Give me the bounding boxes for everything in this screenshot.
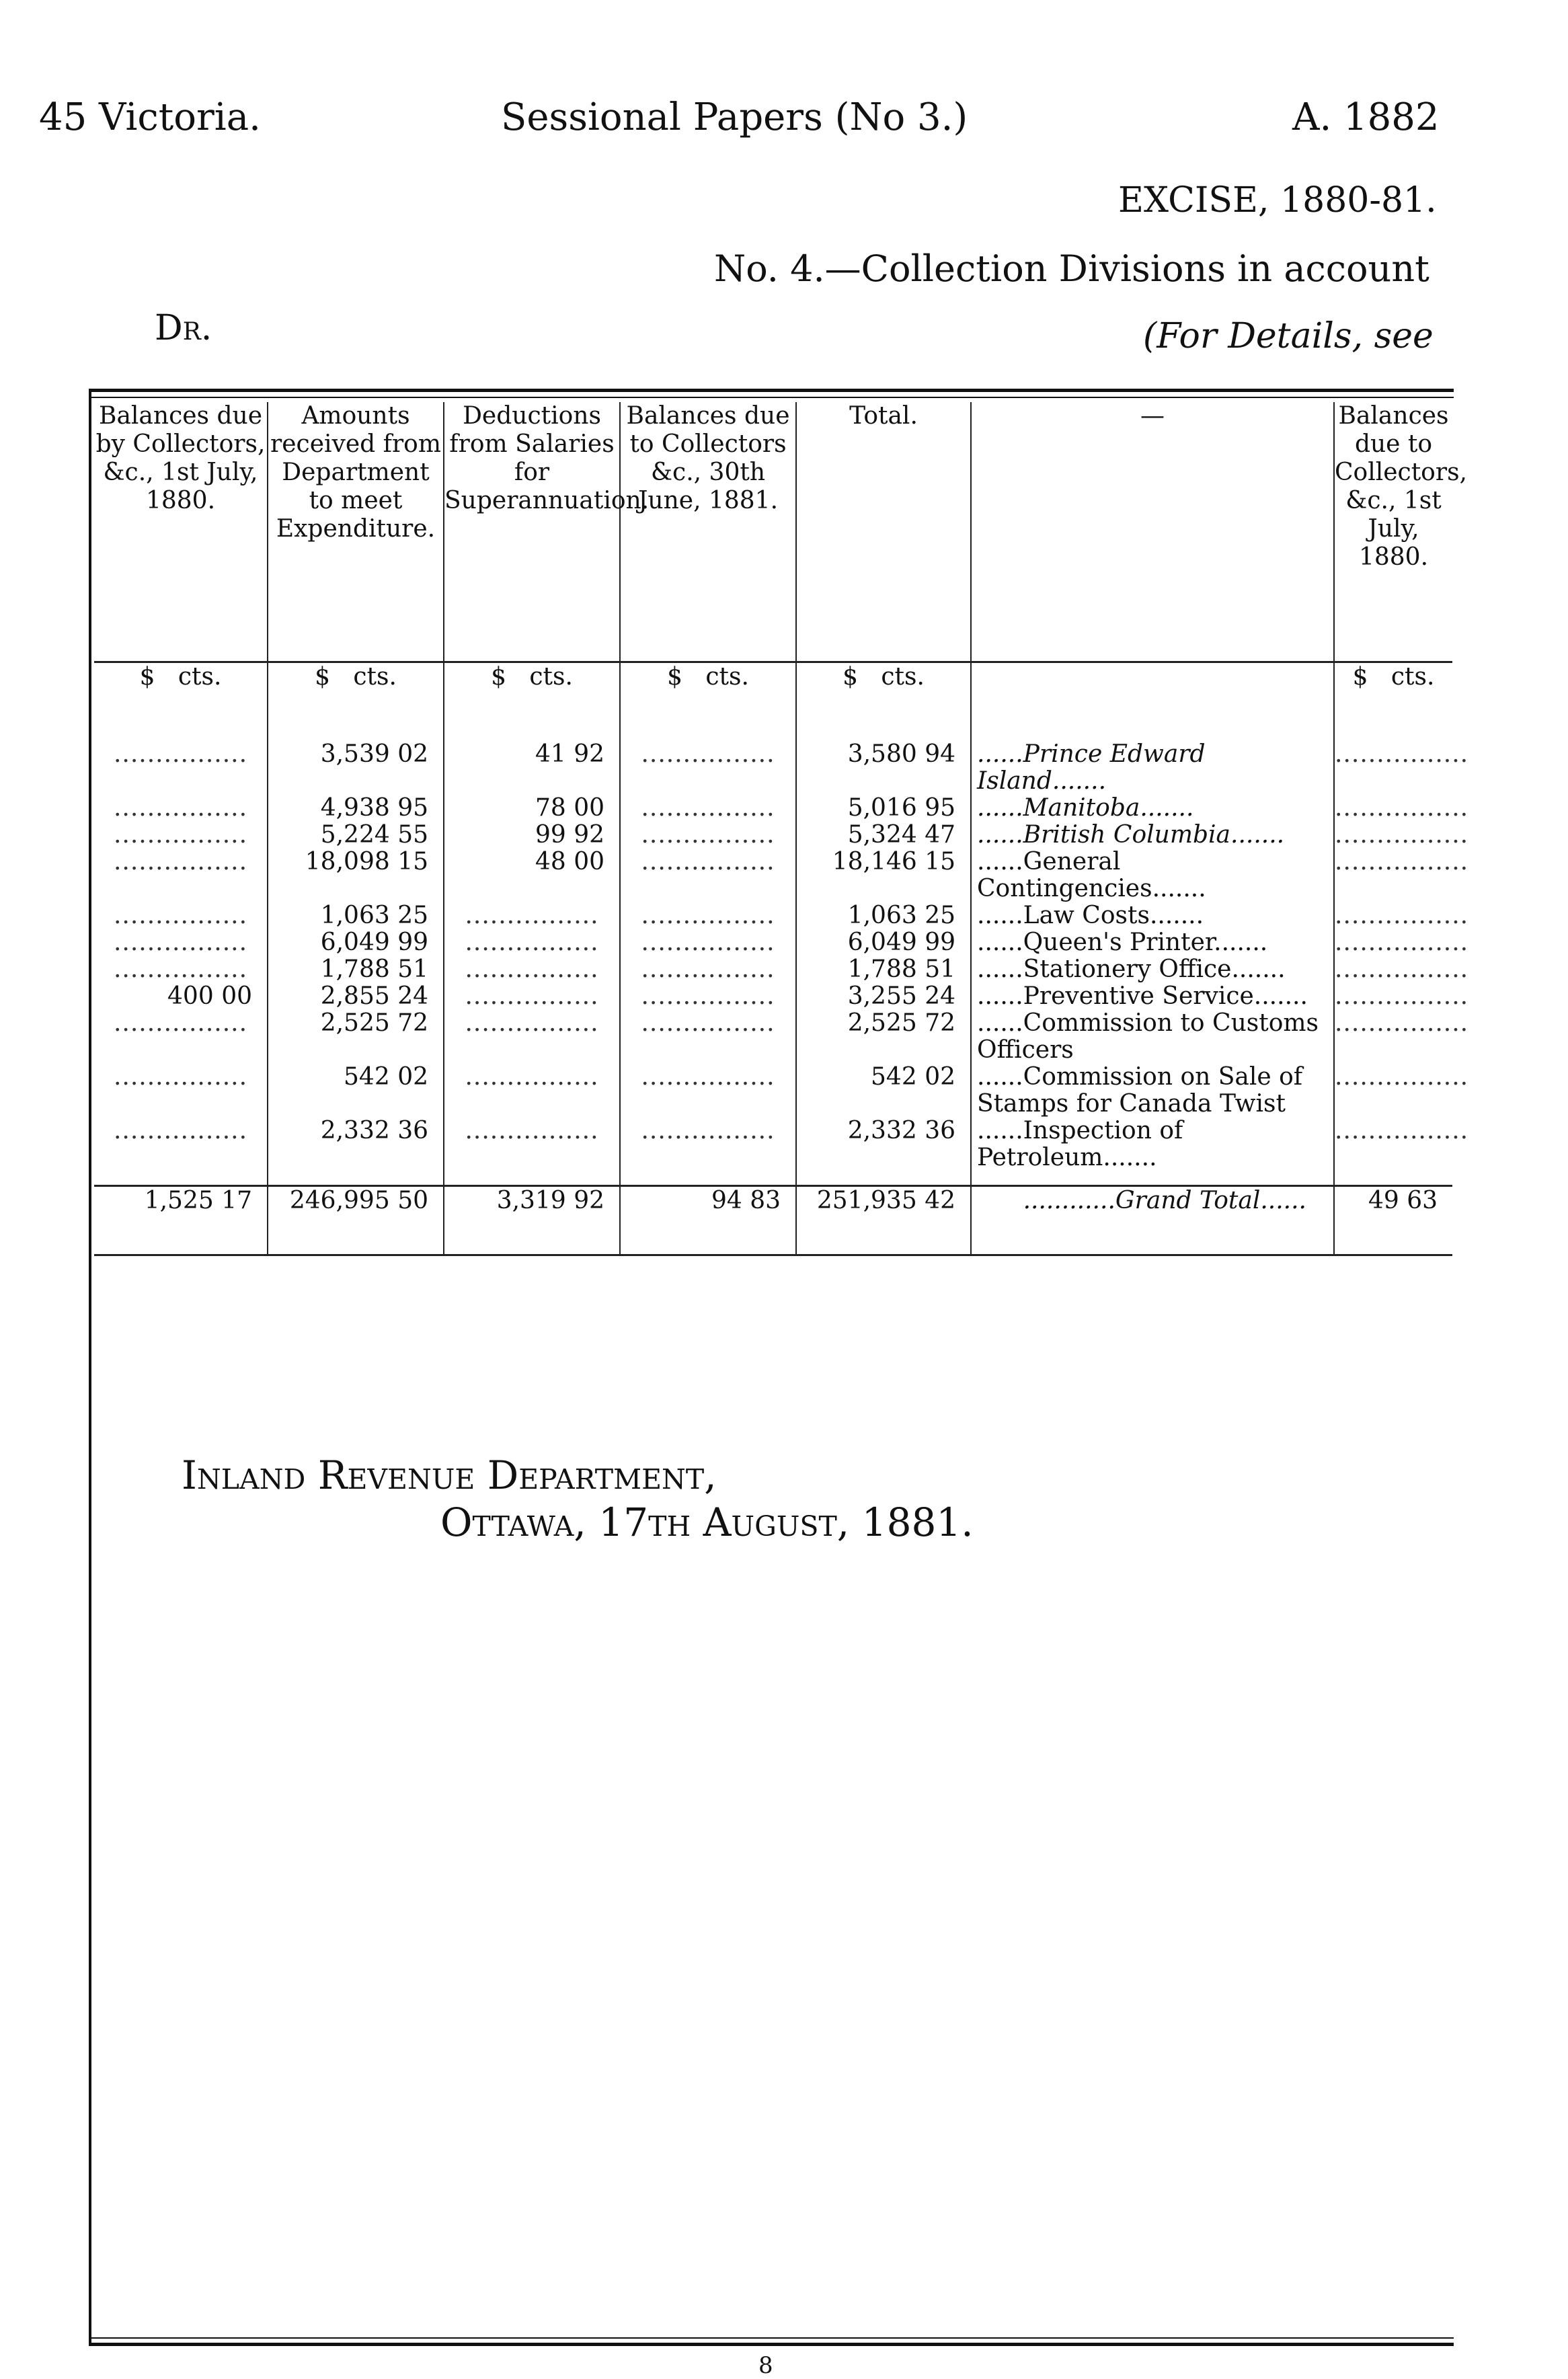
cell-c3: 99 92 bbox=[444, 822, 620, 849]
unit-row bbox=[94, 662, 1452, 724]
totals-row bbox=[94, 1186, 1452, 1255]
table-row bbox=[94, 902, 1452, 929]
cell-c1: ................ bbox=[94, 1118, 268, 1171]
cell-c4: ................ bbox=[620, 1118, 796, 1171]
cell-total: 5,324 47 bbox=[796, 822, 971, 849]
cell-c1: ................ bbox=[94, 902, 268, 929]
header-center: Sessional Papers (No 3.) bbox=[501, 95, 968, 139]
cell-total: 6,049 99 bbox=[796, 929, 971, 956]
cell-total: 1,788 51 bbox=[796, 956, 971, 983]
spacer-cell bbox=[444, 1171, 620, 1186]
cell-c7: ................ bbox=[1335, 902, 1469, 929]
trailing-dots: ....... bbox=[1103, 1144, 1157, 1171]
trailing-dots: ....... bbox=[1230, 821, 1285, 849]
table-row bbox=[94, 1118, 1452, 1171]
column-headers bbox=[94, 402, 1452, 662]
total-c1: 1,525 17 bbox=[94, 1186, 268, 1255]
total-c4: 94 83 bbox=[620, 1186, 796, 1255]
col-amounts-received: Amounts received from Department to meet Expenditure. bbox=[268, 402, 444, 662]
cell-total: 18,146 15 bbox=[796, 849, 971, 902]
cell-c4: ................ bbox=[620, 724, 796, 795]
spacer-cell bbox=[94, 1171, 268, 1186]
grand-total-label: ............Grand Total...... bbox=[971, 1186, 1334, 1255]
cell-c4: ................ bbox=[620, 795, 796, 822]
col-balances-due-to: Balances due to Collectors &c., 30th June, 1881. bbox=[620, 402, 796, 662]
table-row bbox=[94, 929, 1452, 956]
leader-dots: ...... bbox=[977, 740, 1023, 768]
cell-c3: 78 00 bbox=[444, 795, 620, 822]
cell-total: 3,580 94 bbox=[796, 724, 971, 795]
left-rule bbox=[89, 390, 91, 2344]
cell-c7: ................ bbox=[1335, 1117, 1469, 1144]
cell-c7: ................ bbox=[1335, 740, 1469, 768]
cell-c1: ................ bbox=[94, 929, 268, 956]
cell-c3: ................ bbox=[444, 956, 620, 983]
top-rule-thin bbox=[89, 397, 1454, 398]
total-c2: 246,995 50 bbox=[268, 1186, 444, 1255]
table-row bbox=[94, 956, 1452, 983]
cell-total: 1,063 25 bbox=[796, 902, 971, 929]
cell-c4: ................ bbox=[620, 1064, 796, 1118]
cell-c2: 6,049 99 bbox=[268, 929, 444, 956]
table-title: No. 4.—Collection Divisions in account bbox=[714, 247, 1429, 290]
cell-c1: ................ bbox=[94, 956, 268, 983]
row-description bbox=[971, 983, 1334, 1010]
cell-c1: ................ bbox=[94, 1010, 268, 1064]
description-text: Commission to Customs Officers bbox=[977, 1009, 1319, 1064]
leader-dots: ...... bbox=[977, 848, 1023, 875]
cell-c2: 1,788 51 bbox=[268, 956, 444, 983]
description-text: British Columbia bbox=[1023, 821, 1231, 849]
description-text: Inspection of Petroleum bbox=[977, 1117, 1183, 1171]
cell-c1: ................ bbox=[94, 822, 268, 849]
cell-c3: ................ bbox=[444, 1064, 620, 1118]
unit-cell: $ cts. bbox=[796, 662, 971, 724]
row-description bbox=[971, 956, 1334, 983]
trailing-dots: ....... bbox=[1152, 875, 1206, 902]
cell-c7: ................ bbox=[1335, 794, 1469, 822]
description-text: Manitoba bbox=[1023, 794, 1140, 822]
ledger-table bbox=[94, 402, 1469, 1256]
row-description bbox=[971, 1118, 1334, 1171]
excise-heading: EXCISE, 1880-81. bbox=[1118, 180, 1437, 221]
row-description bbox=[971, 929, 1334, 956]
cell-c3: 48 00 bbox=[444, 849, 620, 902]
cell-total: 2,332 36 bbox=[796, 1118, 971, 1171]
cell-total: 5,016 95 bbox=[796, 795, 971, 822]
col-description: — bbox=[971, 402, 1334, 662]
spacer-cell bbox=[620, 1171, 796, 1186]
unit-cell: $ cts. bbox=[620, 662, 796, 724]
col-deductions: Deductions from Salaries for Superannuation. bbox=[444, 402, 620, 662]
spacer-cell bbox=[1334, 1171, 1452, 1186]
total-c3: 3,319 92 bbox=[444, 1186, 620, 1255]
cell-c3: ................ bbox=[444, 983, 620, 1010]
cell-c7: ................ bbox=[1335, 1063, 1469, 1091]
cell-c4: ................ bbox=[620, 1010, 796, 1064]
trailing-dots: ....... bbox=[1231, 956, 1286, 983]
row-description bbox=[971, 1064, 1334, 1118]
cell-c4: ................ bbox=[620, 956, 796, 983]
cell-c7: ................ bbox=[1335, 956, 1469, 983]
cell-c7: ................ bbox=[1335, 848, 1469, 875]
cell-c2: 2,525 72 bbox=[268, 1010, 444, 1064]
spacer-cell bbox=[796, 1171, 971, 1186]
bottom-rule-thin bbox=[89, 2337, 1454, 2339]
cell-c4: ................ bbox=[620, 849, 796, 902]
description-text: Prince Edward Island bbox=[977, 740, 1206, 795]
cell-total: 2,525 72 bbox=[796, 1010, 971, 1064]
table-row bbox=[94, 822, 1452, 849]
description-text: Law Costs bbox=[1023, 902, 1150, 929]
cell-c4: ................ bbox=[620, 983, 796, 1010]
cell-c1: 400 00 bbox=[94, 983, 268, 1010]
table-row bbox=[94, 849, 1452, 902]
spacer-cell bbox=[971, 1171, 1334, 1186]
leader-dots: ...... bbox=[977, 1117, 1023, 1144]
cell-c1: ................ bbox=[94, 724, 268, 795]
unit-cell: $ cts. bbox=[444, 662, 620, 724]
trailing-dots: ....... bbox=[1214, 929, 1268, 956]
cell-c2: 4,938 95 bbox=[268, 795, 444, 822]
cell-c2: 3,539 02 bbox=[268, 724, 444, 795]
header-left: 45 Victoria. bbox=[39, 95, 261, 139]
cell-c4: ................ bbox=[620, 929, 796, 956]
total-sum: 251,935 42 bbox=[796, 1186, 971, 1255]
cell-c2: 2,855 24 bbox=[268, 983, 444, 1010]
col-balances-due-to-collectors: Balances due to Collectors, &c., 1st July, 1880. bbox=[1334, 402, 1452, 662]
table-row bbox=[94, 795, 1452, 822]
row-description bbox=[971, 822, 1334, 849]
cell-c2: 18,098 15 bbox=[268, 849, 444, 902]
trailing-dots: ....... bbox=[1140, 794, 1194, 822]
header-right: A. 1882 bbox=[1292, 95, 1440, 139]
leader-dots: ...... bbox=[977, 821, 1023, 849]
col-total: Total. bbox=[796, 402, 971, 662]
cell-c1: ................ bbox=[94, 1064, 268, 1118]
cell-total: 3,255 24 bbox=[796, 983, 971, 1010]
description-text: Commission on Sale of Stamps for Canada Twist bbox=[977, 1063, 1303, 1118]
cell-c2: 2,332 36 bbox=[268, 1118, 444, 1171]
table-row bbox=[94, 1010, 1452, 1064]
spacer-row bbox=[94, 1171, 1452, 1186]
description-text: Stationery Office bbox=[1023, 956, 1232, 983]
unit-cell: $ cts. bbox=[1352, 663, 1435, 691]
cell-c3: ................ bbox=[444, 1118, 620, 1171]
page-number: 8 bbox=[758, 2352, 773, 2379]
unit-cell: $ cts. bbox=[268, 662, 444, 724]
cell-c2: 5,224 55 bbox=[268, 822, 444, 849]
signature-line-2: Ottawa, 17th August, 1881. bbox=[440, 1499, 974, 1545]
leader-dots: ...... bbox=[977, 982, 1023, 1010]
cell-c7: ................ bbox=[1335, 929, 1469, 956]
row-description bbox=[971, 724, 1334, 795]
cell-c2: 1,063 25 bbox=[268, 902, 444, 929]
unit-cell: $ cts. bbox=[94, 662, 268, 724]
leader-dots: ...... bbox=[977, 1063, 1023, 1091]
leader-dots: ...... bbox=[977, 794, 1023, 822]
ledger-body bbox=[94, 724, 1469, 1186]
description-text: General Contingencies bbox=[977, 848, 1152, 902]
col-balances-due-by: Balances due by Collectors, &c., 1st July, 1880. bbox=[94, 402, 268, 662]
cell-c4: ................ bbox=[620, 822, 796, 849]
cell-total: 542 02 bbox=[796, 1064, 971, 1118]
row-description bbox=[971, 1010, 1334, 1064]
cell-c2: 542 02 bbox=[268, 1064, 444, 1118]
trailing-dots: ....... bbox=[1253, 982, 1308, 1010]
leader-dots: ...... bbox=[977, 1009, 1023, 1037]
cell-c3: ................ bbox=[444, 929, 620, 956]
trailing-dots: ....... bbox=[1052, 767, 1107, 795]
bottom-rule bbox=[89, 2343, 1454, 2346]
cell-c1: ................ bbox=[94, 795, 268, 822]
cell-c1: ................ bbox=[94, 849, 268, 902]
cell-c3: ................ bbox=[444, 902, 620, 929]
total-c7: 49 63 bbox=[1334, 1186, 1452, 1255]
details-note: (For Details, see bbox=[1143, 316, 1434, 356]
leader-dots: ...... bbox=[977, 902, 1023, 929]
description-text: Preventive Service bbox=[1023, 982, 1254, 1010]
leader-dots: ...... bbox=[977, 956, 1023, 983]
signature-line-1: Inland Revenue Department, bbox=[182, 1452, 717, 1498]
row-description bbox=[971, 902, 1334, 929]
cell-c3: ................ bbox=[444, 1010, 620, 1064]
dr-label: Dr. bbox=[155, 308, 212, 348]
table-row bbox=[94, 724, 1452, 795]
cell-c7: ................ bbox=[1335, 982, 1469, 1010]
row-description bbox=[971, 795, 1334, 822]
leader-dots: ...... bbox=[977, 929, 1023, 956]
unit-cell-blank bbox=[971, 662, 1334, 724]
row-description bbox=[971, 849, 1334, 902]
top-rule bbox=[89, 389, 1454, 392]
cell-c7: ................ bbox=[1335, 1009, 1469, 1037]
cell-c4: ................ bbox=[620, 902, 796, 929]
table-row bbox=[94, 1064, 1452, 1118]
description-text: Queen's Printer bbox=[1023, 929, 1214, 956]
trailing-dots: ....... bbox=[1149, 902, 1204, 929]
cell-c3: 41 92 bbox=[444, 724, 620, 795]
spacer-cell bbox=[268, 1171, 444, 1186]
cell-c7: ................ bbox=[1335, 821, 1469, 849]
table-row bbox=[94, 983, 1452, 1010]
